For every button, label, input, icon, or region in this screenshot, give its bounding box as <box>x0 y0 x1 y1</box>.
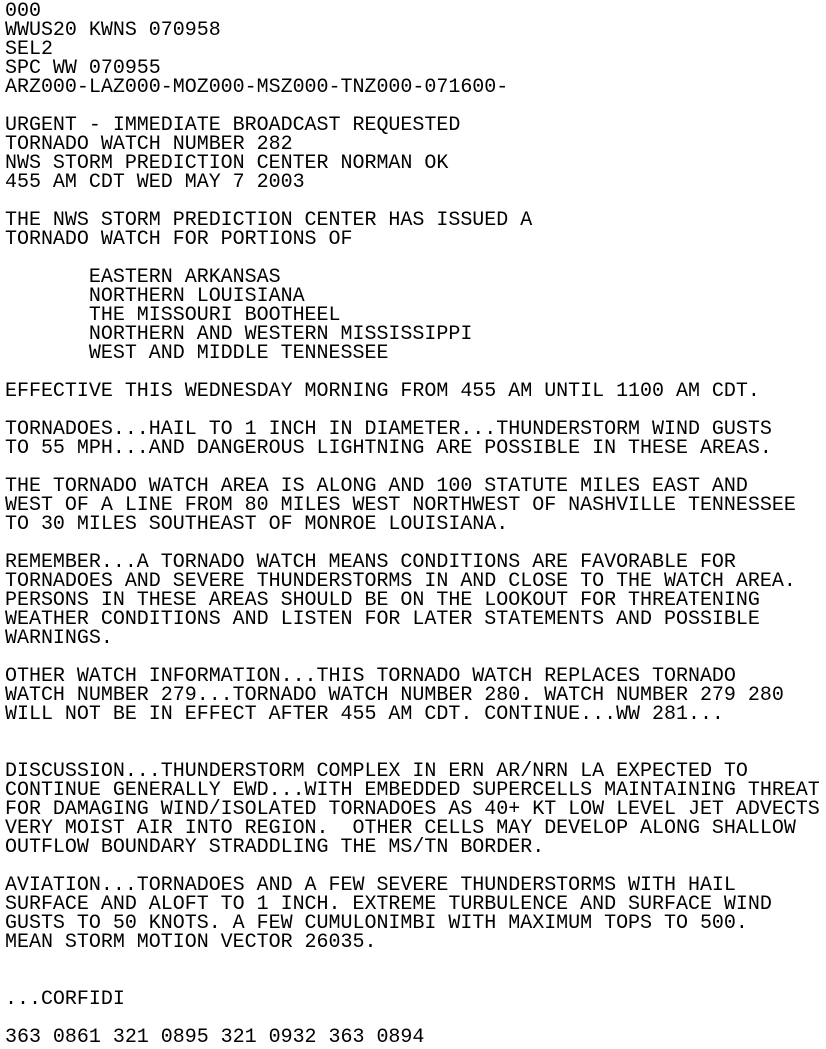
bulletin-line: THE MISSOURI BOOTHEEL <box>5 304 341 327</box>
bulletin-line: PERSONS IN THESE AREAS SHOULD BE ON THE LOOKOUT FOR THREATENING <box>5 589 760 612</box>
bulletin-line: WATCH NUMBER 279...TORNADO WATCH NUMBER 280. WATCH NUMBER 279 280 <box>5 684 784 707</box>
bulletin-line <box>5 724 820 743</box>
bulletin-line: CONTINUE GENERALLY EWD...WITH EMBEDDED SUPERCELLS MAINTAINING THREAT <box>5 779 820 802</box>
bulletin-line: 363 0861 321 0895 321 0932 363 0894 <box>5 1026 425 1049</box>
bulletin-line: 455 AM CDT WED MAY 7 2003 <box>5 171 305 194</box>
bulletin-line: DISCUSSION...THUNDERSTORM COMPLEX IN ERN AR/NRN LA EXPECTED TO <box>5 760 748 783</box>
bulletin-line: TORNADO WATCH FOR PORTIONS OF <box>5 228 353 251</box>
bulletin-line: WEST AND MIDDLE TENNESSEE <box>5 342 389 365</box>
bulletin-line: ARZ000-LAZ000-MOZ000-MSZ000-TNZ000-071600- <box>5 76 509 99</box>
bulletin-line: 000 <box>5 0 41 23</box>
bulletin-line: WARNINGS. <box>5 627 113 650</box>
bulletin-line: WEST OF A LINE FROM 80 MILES WEST NORTHWEST OF NASHVILLE TENNESSEE <box>5 494 796 517</box>
bulletin-line: URGENT - IMMEDIATE BROADCAST REQUESTED <box>5 114 461 137</box>
bulletin-line: NWS STORM PREDICTION CENTER NORMAN OK <box>5 152 449 175</box>
bulletin-line: VERY MOIST AIR INTO REGION. OTHER CELLS MAY DEVELOP ALONG SHALLOW <box>5 817 796 840</box>
bulletin-line: OUTFLOW BOUNDARY STRADDLING THE MS/TN BORDER. <box>5 836 545 859</box>
bulletin-line: EFFECTIVE THIS WEDNESDAY MORNING FROM 455 AM UNTIL 1100 AM CDT. <box>5 380 760 403</box>
bulletin-line <box>5 971 820 990</box>
bulletin-line: TORNADOES...HAIL TO 1 INCH IN DIAMETER...THUNDERSTORM WIND GUSTS <box>5 418 772 441</box>
bulletin-line: WEATHER CONDITIONS AND LISTEN FOR LATER STATEMENTS AND POSSIBLE <box>5 608 760 631</box>
bulletin-line: THE TORNADO WATCH AREA IS ALONG AND 100 STATUTE MILES EAST AND <box>5 475 748 498</box>
bulletin-line: AVIATION...TORNADOES AND A FEW SEVERE THUNDERSTORMS WITH HAIL <box>5 874 736 897</box>
bulletin-line: NORTHERN LOUISIANA <box>5 285 305 308</box>
bulletin-line: TO 30 MILES SOUTHEAST OF MONROE LOUISIANA. <box>5 513 509 536</box>
bulletin-line: SPC WW 070955 <box>5 57 161 80</box>
bulletin-line: TORNADO WATCH NUMBER 282 <box>5 133 293 156</box>
bulletin-line: WWUS20 KWNS 070958 <box>5 19 221 42</box>
bulletin-line: TORNADOES AND SEVERE THUNDERSTORMS IN AND CLOSE TO THE WATCH AREA. <box>5 570 796 593</box>
bulletin-line: NORTHERN AND WESTERN MISSISSIPPI <box>5 323 473 346</box>
bulletin-line: ...CORFIDI <box>5 988 125 1011</box>
bulletin-line: FOR DAMAGING WIND/ISOLATED TORNADOES AS 40+ KT LOW LEVEL JET ADVECTS <box>5 798 820 821</box>
bulletin-line: MEAN STORM MOTION VECTOR 26035. <box>5 931 377 954</box>
bulletin-line: THE NWS STORM PREDICTION CENTER HAS ISSUED A <box>5 209 533 232</box>
bulletin-line: OTHER WATCH INFORMATION...THIS TORNADO WATCH REPLACES TORNADO <box>5 665 736 688</box>
bulletin-line: GUSTS TO 50 KNOTS. A FEW CUMULONIMBI WITH MAXIMUM TOPS TO 500. <box>5 912 748 935</box>
bulletin-line: EASTERN ARKANSAS <box>5 266 281 289</box>
bulletin-line: WILL NOT BE IN EFFECT AFTER 455 AM CDT. CONTINUE...WW 281... <box>5 703 724 726</box>
bulletin-line: TO 55 MPH...AND DANGEROUS LIGHTNING ARE POSSIBLE IN THESE AREAS. <box>5 437 772 460</box>
bulletin-line: SEL2 <box>5 38 53 61</box>
bulletin-line <box>5 952 820 971</box>
bulletin-line: REMEMBER...A TORNADO WATCH MEANS CONDITIONS ARE FAVORABLE FOR <box>5 551 736 574</box>
bulletin-line: SURFACE AND ALOFT TO 1 INCH. EXTREME TURBULENCE AND SURFACE WIND <box>5 893 772 916</box>
watch-bulletin-text <box>5 2 820 1047</box>
